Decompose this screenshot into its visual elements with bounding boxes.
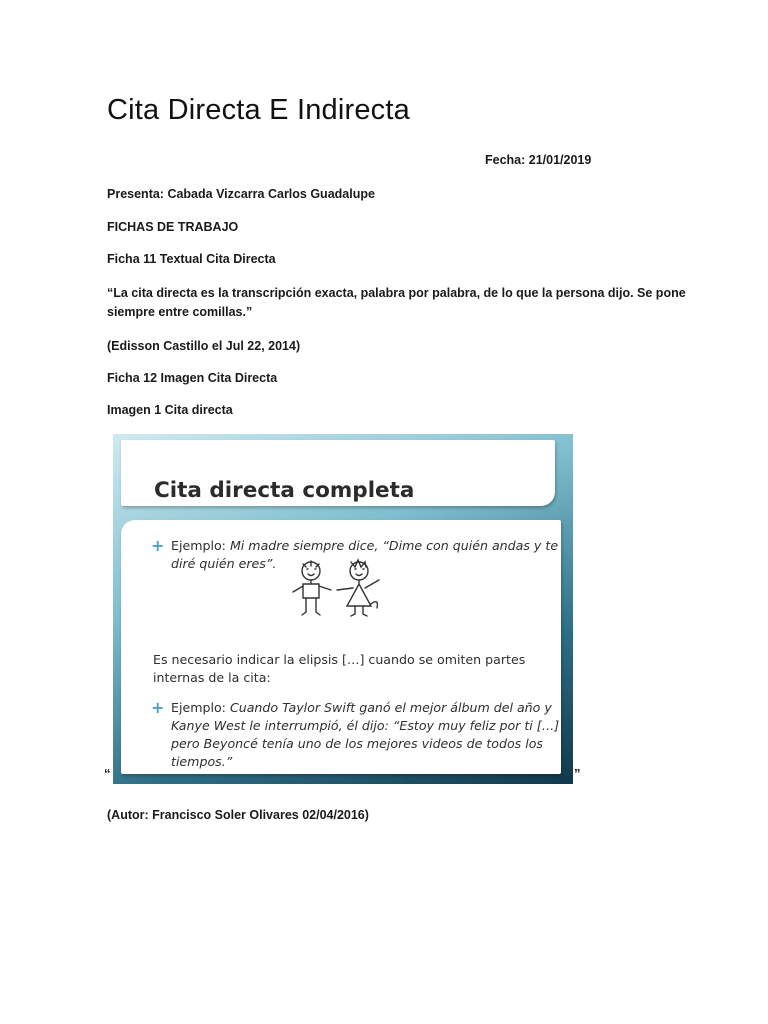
bullet2-line1: [171, 699, 552, 717]
bullet2-text2: Kanye West le interrumpió, él dijo: “Estoy muy feliz por ti […]: [171, 718, 560, 733]
card11-title: Ficha 11 Textual Cita Directa: [107, 252, 276, 266]
bullet1-line1: [171, 537, 558, 555]
card11-source: (Edisson Castillo el Jul 22, 2014): [107, 339, 301, 353]
slide-title: Cita directa completa: [154, 478, 415, 503]
slide-body: [121, 520, 561, 774]
card11-quote-line1: “La cita directa es la transcripción exacta, palabra por palabra, de lo que la persona dijo. Se pone: [107, 286, 686, 300]
section-heading: FICHAS DE TRABAJO: [107, 220, 239, 234]
note-line2: internas de la cita:: [153, 670, 271, 685]
kids-drawing: [281, 558, 391, 618]
card12-title: Ficha 12 Imagen Cita Directa: [107, 371, 278, 385]
slide-image: [113, 434, 573, 784]
bullet1-label: Ejemplo:: [171, 538, 226, 553]
plus-icon: +: [151, 536, 165, 555]
close-quote: ”: [574, 766, 581, 781]
bullet2-line3: [171, 735, 543, 753]
bullet2-label: Ejemplo:: [171, 700, 226, 715]
bullet1-quote-b: diré quién eres”.: [171, 556, 277, 571]
bullet2-text4: tiempos.”: [171, 754, 233, 769]
bullet2-text1: Cuando Taylor Swift ganó el mejor álbum del año y: [229, 700, 552, 715]
open-quote: “: [104, 766, 111, 781]
presenter-line: Presenta: Cabada Vizcarra Carlos Guadalupe: [107, 187, 375, 201]
card11-quote-line2: siempre entre comillas.”: [107, 305, 253, 319]
slide-header: [121, 440, 555, 506]
bullet2-line4: [171, 753, 232, 771]
bullet1-line2: [171, 555, 276, 573]
image-caption: Imagen 1 Cita directa: [107, 403, 233, 417]
page-title: Cita Directa E Indirecta: [107, 94, 410, 126]
bullet2-line2: [171, 717, 559, 735]
plus-icon-2: +: [151, 698, 165, 717]
note-line1: Es necesario indicar la elipsis […] cuando se omiten partes: [153, 652, 526, 667]
bullet1-quote-a: Mi madre siempre dice, “Dime con quién andas y te: [229, 538, 559, 553]
author-line: (Autor: Francisco Soler Olivares 02/04/2016): [107, 808, 369, 822]
date-line: Fecha: 21/01/2019: [485, 153, 592, 167]
bullet2-text3: pero Beyoncé tenía uno de los mejores videos de todos los: [171, 736, 543, 751]
